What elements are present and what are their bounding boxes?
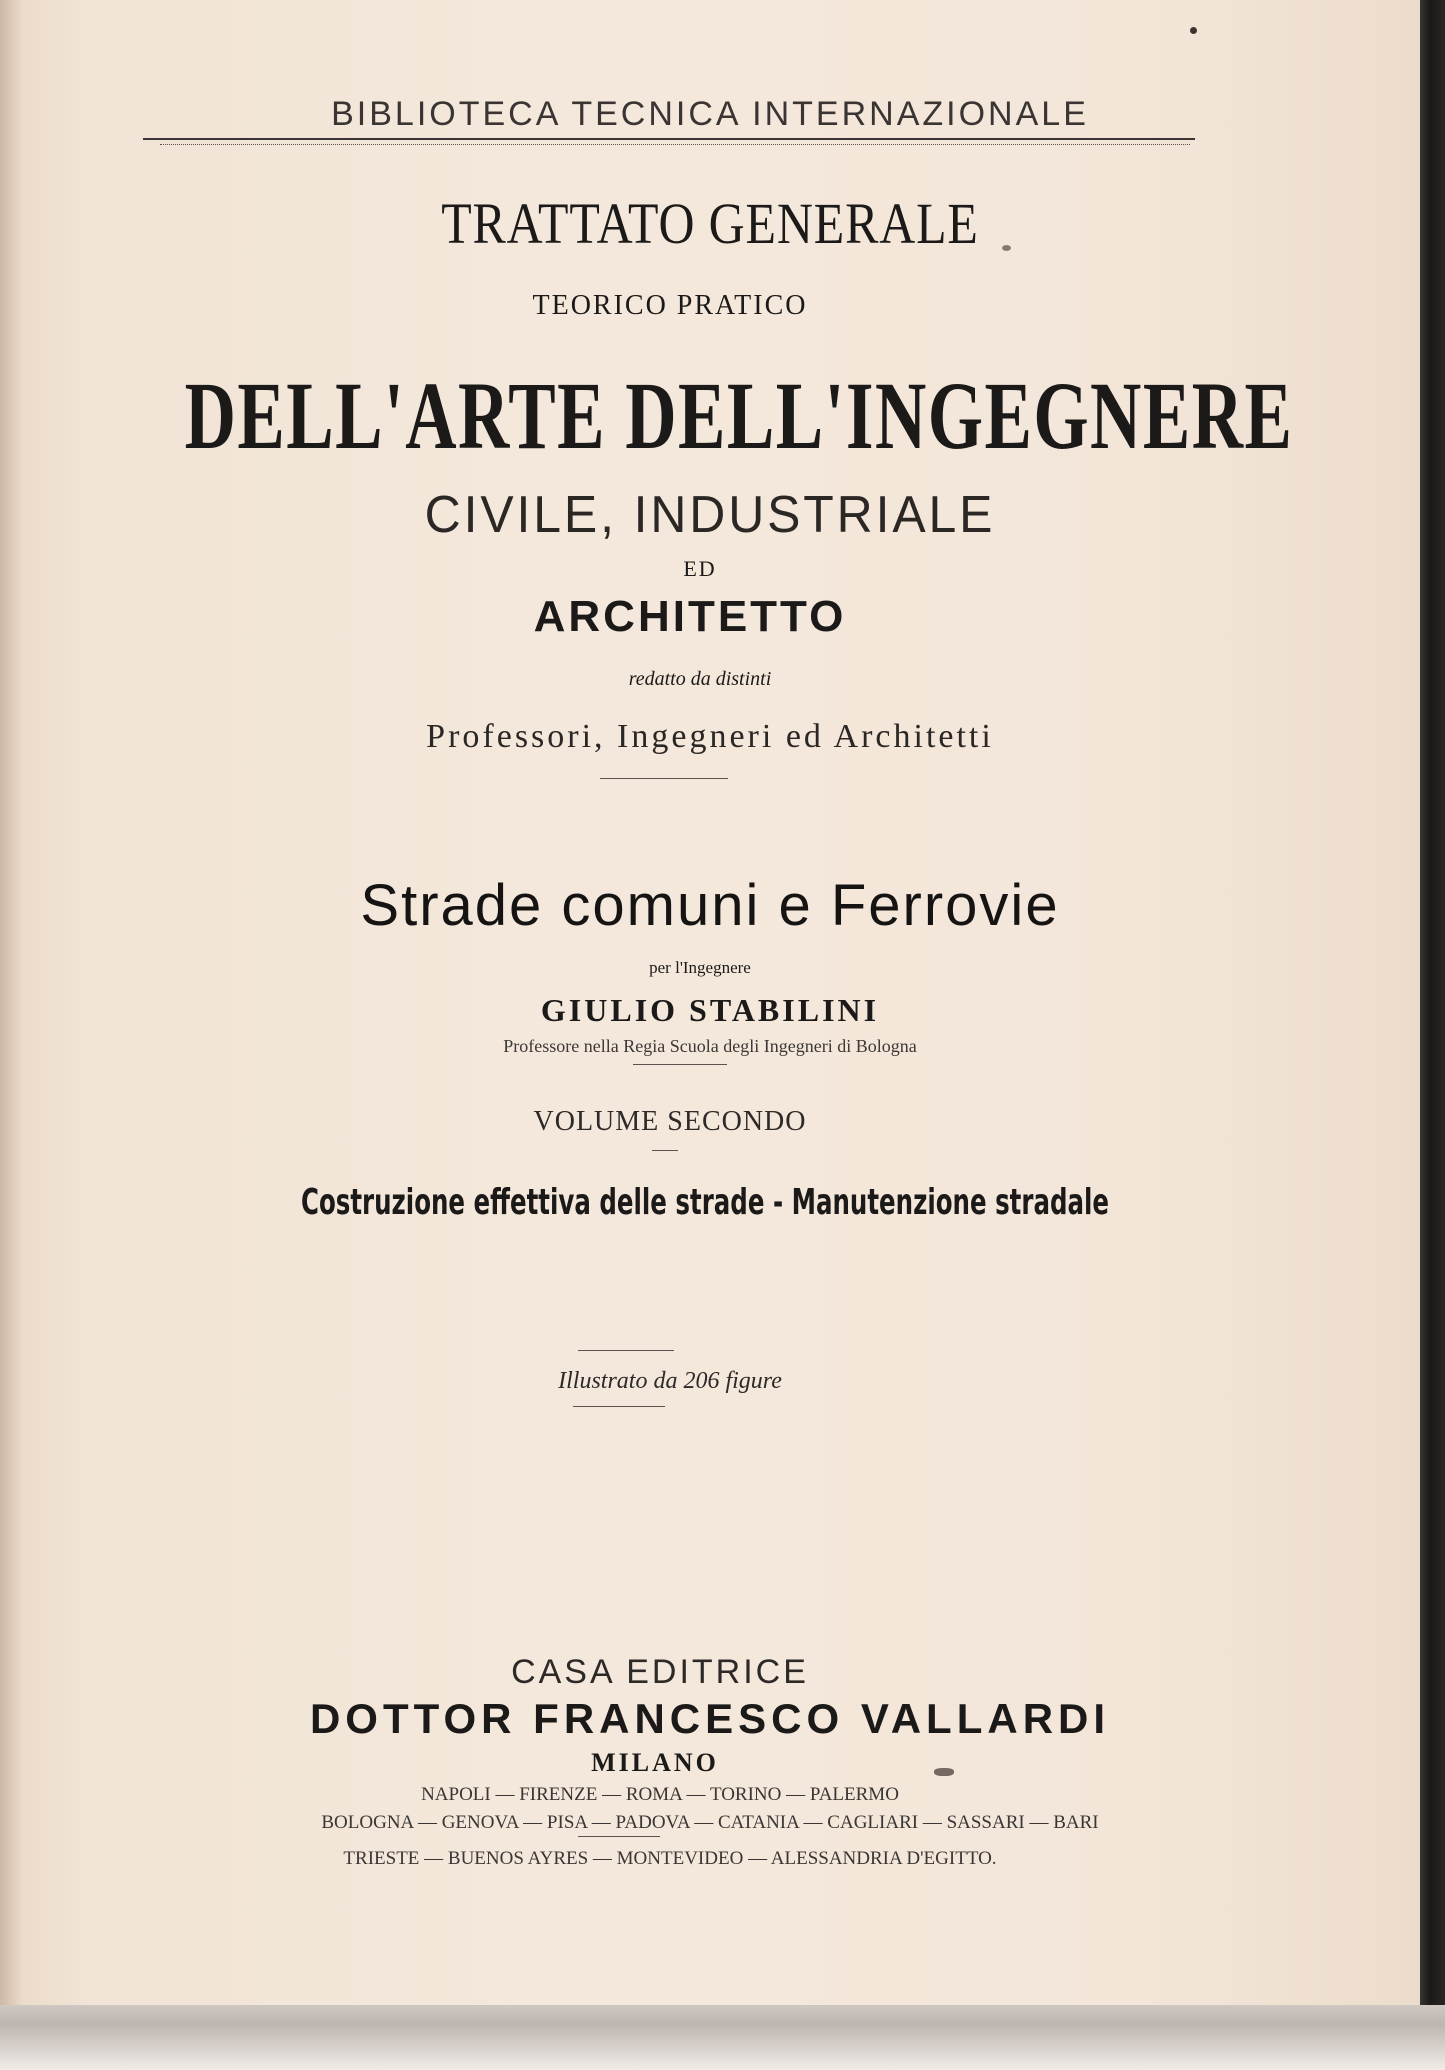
branches-line-1: NAPOLI — FIRENZE — ROMA — TORINO — PALERMO: [421, 1784, 899, 1805]
scan-bottom-edge: [0, 2005, 1445, 2070]
series-header: BIBLIOTECA TECNICA INTERNAZIONALE: [331, 95, 1089, 133]
title-line-3: CIVILE, INDUSTRIALE: [424, 486, 996, 544]
subject-title: Strade comuni e Ferrovie: [360, 873, 1060, 938]
title-conjunction: ED: [683, 556, 717, 581]
ink-speck: [934, 1768, 954, 1776]
ink-speck: [1002, 245, 1011, 251]
per-line: per l'Ingegnere: [649, 958, 751, 977]
illustrated-line: Illustrato da 206 figure: [558, 1368, 782, 1394]
volume-label: VOLUME SECONDO: [533, 1106, 807, 1137]
header-rule-bottom: [160, 144, 1190, 145]
divider-3: [652, 1150, 678, 1151]
ink-speck: [1190, 27, 1197, 34]
author-name: GIULIO STABILINI: [540, 992, 880, 1028]
title-line-1: TRATTATO GENERALE: [441, 191, 979, 256]
main-title: DELL'ARTE DELL'INGEGNERE: [184, 362, 1294, 469]
divider-6: [578, 1836, 660, 1837]
branches-line-3: TRIESTE — BUENOS AYRES — MONTEVIDEO — ALESSANDRIA D'EGITTO.: [343, 1848, 997, 1869]
branches-line-2: BOLOGNA — GENOVA — PISA — PADOVA — CATANIA — CAGLIARI — SASSARI — BARI: [321, 1812, 1099, 1833]
volume-subject: Costruzione effettiva delle strade - Manutenzione stradale: [300, 1182, 1110, 1223]
publisher-city: MILANO: [591, 1748, 719, 1777]
divider-4: [578, 1350, 674, 1351]
authors-group: Professori, Ingegneri ed Architetti: [426, 718, 994, 755]
divider-5: [573, 1406, 665, 1407]
publisher-name: DOTTOR FRANCESCO VALLARDI: [309, 1695, 1111, 1742]
header-rule-top: [143, 138, 1195, 140]
title-line-4: ARCHITETTO: [533, 592, 847, 641]
redatto-line: redatto da distinti: [628, 668, 772, 690]
publisher-label: CASA EDITRICE: [511, 1653, 809, 1691]
divider-1: [600, 778, 728, 779]
divider-2: [633, 1064, 727, 1065]
book-cover-edge: [1420, 0, 1445, 2070]
author-title: Professore nella Regia Scuola degli Ingegneri di Bologna: [503, 1036, 917, 1056]
title-line-2: TEORICO PRATICO: [532, 290, 808, 321]
